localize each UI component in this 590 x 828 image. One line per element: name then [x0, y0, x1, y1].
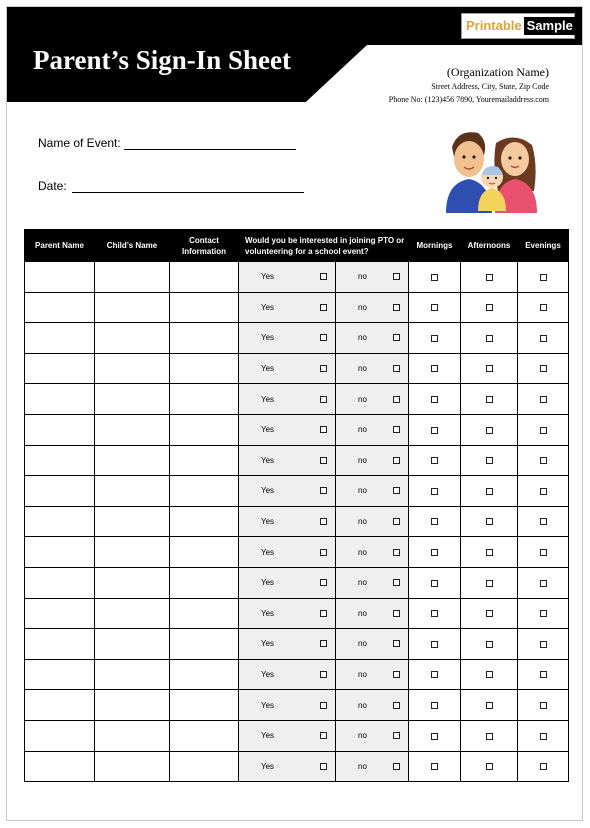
- yes-checkbox[interactable]: [320, 732, 327, 739]
- table-row: [25, 414, 569, 445]
- evenings-checkbox[interactable]: [540, 549, 547, 556]
- evenings-checkbox[interactable]: [540, 274, 547, 281]
- table-row: [25, 598, 569, 629]
- yes-label: Yes: [261, 455, 275, 465]
- evenings-cell: [518, 414, 569, 445]
- afternoons-cell: [461, 414, 518, 445]
- mornings-checkbox[interactable]: [431, 671, 438, 678]
- yes-checkbox[interactable]: [320, 671, 327, 678]
- no-label: no: [358, 670, 367, 680]
- mornings-checkbox[interactable]: [431, 335, 438, 342]
- header-pto-question: Would you be interested in joining PTO or volunteering for a school event?: [239, 230, 409, 262]
- mornings-checkbox[interactable]: [431, 365, 438, 372]
- yes-option-cell: [239, 353, 336, 384]
- table-row: [25, 567, 569, 598]
- table-row: [25, 506, 569, 537]
- afternoons-cell: [461, 292, 518, 323]
- evenings-cell: [518, 567, 569, 598]
- no-label: no: [358, 547, 367, 557]
- table-row: [25, 292, 569, 323]
- no-option-cell: [336, 262, 409, 293]
- evenings-checkbox[interactable]: [540, 365, 547, 372]
- contact-information-cell[interactable]: [170, 323, 239, 354]
- yes-label: Yes: [261, 639, 275, 649]
- afternoons-cell: [461, 262, 518, 293]
- no-checkbox[interactable]: [393, 396, 400, 403]
- no-option-cell: [336, 506, 409, 537]
- child-name-cell[interactable]: [95, 353, 170, 384]
- event-name-field[interactable]: [124, 149, 296, 150]
- evenings-cell: [518, 506, 569, 537]
- afternoons-cell: [461, 384, 518, 415]
- contact-information-cell[interactable]: [170, 629, 239, 660]
- mornings-cell: [409, 262, 461, 293]
- yes-checkbox[interactable]: [320, 365, 327, 372]
- no-label: no: [358, 761, 367, 771]
- parent-name-cell[interactable]: [25, 720, 95, 751]
- no-option-cell: [336, 567, 409, 598]
- yes-option-cell: [239, 567, 336, 598]
- no-option-cell: [336, 629, 409, 660]
- child-name-cell[interactable]: [95, 476, 170, 507]
- mornings-cell: [409, 292, 461, 323]
- afternoons-checkbox[interactable]: [486, 580, 493, 587]
- header-child-name: Child’s Name: [95, 230, 170, 262]
- no-checkbox[interactable]: [393, 334, 400, 341]
- no-option-cell: [336, 751, 409, 782]
- mornings-cell: [409, 690, 461, 721]
- evenings-checkbox[interactable]: [540, 610, 547, 617]
- child-name-cell[interactable]: [95, 751, 170, 782]
- yes-checkbox[interactable]: [320, 426, 327, 433]
- evenings-cell: [518, 690, 569, 721]
- contact-information-cell[interactable]: [170, 720, 239, 751]
- child-name-cell[interactable]: [95, 537, 170, 568]
- afternoons-cell: [461, 476, 518, 507]
- contact-information-cell[interactable]: [170, 751, 239, 782]
- evenings-checkbox[interactable]: [540, 427, 547, 434]
- yes-checkbox[interactable]: [320, 549, 327, 556]
- afternoons-cell: [461, 598, 518, 629]
- parent-name-cell[interactable]: [25, 323, 95, 354]
- no-checkbox[interactable]: [393, 273, 400, 280]
- parent-name-cell[interactable]: [25, 659, 95, 690]
- evenings-checkbox[interactable]: [540, 733, 547, 740]
- parent-name-cell[interactable]: [25, 353, 95, 384]
- yes-option-cell: [239, 445, 336, 476]
- contact-information-cell[interactable]: [170, 537, 239, 568]
- mornings-checkbox[interactable]: [431, 641, 438, 648]
- table-row: [25, 720, 569, 751]
- yes-label: Yes: [261, 517, 275, 527]
- table-row: [25, 751, 569, 782]
- yes-label: Yes: [261, 272, 275, 282]
- no-label: no: [358, 608, 367, 618]
- no-option-cell: [336, 445, 409, 476]
- no-checkbox[interactable]: [393, 702, 400, 709]
- afternoons-cell: [461, 353, 518, 384]
- yes-label: Yes: [261, 486, 275, 496]
- table-row: [25, 690, 569, 721]
- no-checkbox[interactable]: [393, 671, 400, 678]
- afternoons-checkbox[interactable]: [486, 335, 493, 342]
- evenings-checkbox[interactable]: [540, 396, 547, 403]
- yes-checkbox[interactable]: [320, 579, 327, 586]
- yes-label: Yes: [261, 547, 275, 557]
- evenings-checkbox[interactable]: [540, 518, 547, 525]
- yes-checkbox[interactable]: [320, 273, 327, 280]
- yes-label: Yes: [261, 761, 275, 771]
- afternoons-checkbox[interactable]: [486, 518, 493, 525]
- no-checkbox[interactable]: [393, 426, 400, 433]
- no-option-cell: [336, 292, 409, 323]
- mornings-checkbox[interactable]: [431, 733, 438, 740]
- no-option-cell: [336, 414, 409, 445]
- child-name-cell[interactable]: [95, 690, 170, 721]
- mornings-cell: [409, 445, 461, 476]
- afternoons-checkbox[interactable]: [486, 610, 493, 617]
- afternoons-checkbox[interactable]: [486, 365, 493, 372]
- mornings-cell: [409, 506, 461, 537]
- no-label: no: [358, 272, 367, 282]
- header-mornings: Mornings: [409, 230, 461, 262]
- mornings-checkbox[interactable]: [431, 488, 438, 495]
- brand-logo: [461, 13, 575, 39]
- contact-information-cell[interactable]: [170, 445, 239, 476]
- no-checkbox[interactable]: [393, 487, 400, 494]
- contact-information-cell[interactable]: [170, 414, 239, 445]
- header-contact-information: Contact Information: [170, 230, 239, 262]
- yes-label: Yes: [261, 333, 275, 343]
- yes-option-cell: [239, 720, 336, 751]
- child-name-cell[interactable]: [95, 323, 170, 354]
- no-option-cell: [336, 720, 409, 751]
- yes-checkbox[interactable]: [320, 487, 327, 494]
- mornings-cell: [409, 751, 461, 782]
- evenings-cell: [518, 323, 569, 354]
- parent-name-cell[interactable]: [25, 506, 95, 537]
- evenings-checkbox[interactable]: [540, 335, 547, 342]
- parent-name-cell[interactable]: [25, 598, 95, 629]
- no-label: no: [358, 639, 367, 649]
- mornings-checkbox[interactable]: [431, 457, 438, 464]
- child-name-cell[interactable]: [95, 262, 170, 293]
- no-label: no: [358, 364, 367, 374]
- contact-information-cell[interactable]: [170, 476, 239, 507]
- afternoons-checkbox[interactable]: [486, 396, 493, 403]
- parent-name-cell[interactable]: [25, 445, 95, 476]
- organization-name: (Organization Name): [446, 65, 549, 79]
- evenings-checkbox[interactable]: [540, 488, 547, 495]
- no-checkbox[interactable]: [393, 365, 400, 372]
- child-name-cell[interactable]: [95, 506, 170, 537]
- evenings-checkbox[interactable]: [540, 702, 547, 709]
- evenings-cell: [518, 629, 569, 660]
- yes-label: Yes: [261, 302, 275, 312]
- no-option-cell: [336, 537, 409, 568]
- organization-address: Street Address, City, State, Zip Code: [431, 82, 549, 91]
- yes-option-cell: [239, 262, 336, 293]
- mornings-checkbox[interactable]: [431, 763, 438, 770]
- table-row: [25, 537, 569, 568]
- no-label: no: [358, 455, 367, 465]
- no-checkbox[interactable]: [393, 457, 400, 464]
- contact-information-cell[interactable]: [170, 292, 239, 323]
- page-title: Parent’s Sign-In Sheet: [33, 45, 292, 75]
- yes-option-cell: [239, 292, 336, 323]
- afternoons-checkbox[interactable]: [486, 733, 493, 740]
- mornings-cell: [409, 720, 461, 751]
- yes-option-cell: [239, 629, 336, 660]
- afternoons-checkbox[interactable]: [486, 274, 493, 281]
- mornings-checkbox[interactable]: [431, 304, 438, 311]
- yes-option-cell: [239, 506, 336, 537]
- child-name-cell[interactable]: [95, 292, 170, 323]
- date-field[interactable]: [72, 192, 304, 193]
- mornings-checkbox[interactable]: [431, 427, 438, 434]
- parent-name-cell[interactable]: [25, 262, 95, 293]
- no-checkbox[interactable]: [393, 640, 400, 647]
- afternoons-cell: [461, 506, 518, 537]
- no-label: no: [358, 578, 367, 588]
- evenings-cell: [518, 537, 569, 568]
- child-name-cell[interactable]: [95, 445, 170, 476]
- evenings-cell: [518, 720, 569, 751]
- mornings-cell: [409, 476, 461, 507]
- yes-label: Yes: [261, 425, 275, 435]
- yes-option-cell: [239, 659, 336, 690]
- date-label: Date:: [38, 179, 67, 193]
- afternoons-checkbox[interactable]: [486, 457, 493, 464]
- yes-label: Yes: [261, 670, 275, 680]
- no-option-cell: [336, 384, 409, 415]
- no-label: no: [358, 394, 367, 404]
- evenings-cell: [518, 598, 569, 629]
- no-option-cell: [336, 690, 409, 721]
- header-evenings: Evenings: [518, 230, 569, 262]
- yes-option-cell: [239, 384, 336, 415]
- yes-checkbox[interactable]: [320, 304, 327, 311]
- mornings-cell: [409, 598, 461, 629]
- yes-checkbox[interactable]: [320, 457, 327, 464]
- afternoons-cell: [461, 323, 518, 354]
- yes-option-cell: [239, 690, 336, 721]
- header-parent-name: Parent Name: [25, 230, 95, 262]
- evenings-checkbox[interactable]: [540, 763, 547, 770]
- yes-option-cell: [239, 598, 336, 629]
- no-option-cell: [336, 476, 409, 507]
- afternoons-cell: [461, 567, 518, 598]
- logo-text-sample: Sample: [524, 17, 576, 35]
- table-row: [25, 445, 569, 476]
- table-row: [25, 384, 569, 415]
- yes-checkbox[interactable]: [320, 763, 327, 770]
- yes-option-cell: [239, 476, 336, 507]
- mornings-cell: [409, 414, 461, 445]
- no-checkbox[interactable]: [393, 518, 400, 525]
- table-row: [25, 353, 569, 384]
- yes-option-cell: [239, 751, 336, 782]
- afternoons-cell: [461, 720, 518, 751]
- no-option-cell: [336, 598, 409, 629]
- table-row: [25, 262, 569, 293]
- no-label: no: [358, 486, 367, 496]
- no-checkbox[interactable]: [393, 549, 400, 556]
- afternoons-cell: [461, 690, 518, 721]
- no-label: no: [358, 425, 367, 435]
- contact-information-cell[interactable]: [170, 690, 239, 721]
- yes-label: Yes: [261, 608, 275, 618]
- mornings-cell: [409, 353, 461, 384]
- event-name-label: Name of Event:: [38, 136, 121, 150]
- contact-information-cell[interactable]: [170, 384, 239, 415]
- evenings-checkbox[interactable]: [540, 580, 547, 587]
- parent-name-cell[interactable]: [25, 690, 95, 721]
- evenings-cell: [518, 751, 569, 782]
- no-label: no: [358, 333, 367, 343]
- afternoons-cell: [461, 537, 518, 568]
- afternoons-checkbox[interactable]: [486, 763, 493, 770]
- evenings-cell: [518, 384, 569, 415]
- mornings-cell: [409, 537, 461, 568]
- evenings-checkbox[interactable]: [540, 457, 547, 464]
- afternoons-cell: [461, 751, 518, 782]
- mornings-cell: [409, 323, 461, 354]
- afternoons-checkbox[interactable]: [486, 671, 493, 678]
- no-checkbox[interactable]: [393, 304, 400, 311]
- evenings-cell: [518, 292, 569, 323]
- no-checkbox[interactable]: [393, 763, 400, 770]
- afternoons-checkbox[interactable]: [486, 488, 493, 495]
- parent-name-cell[interactable]: [25, 414, 95, 445]
- no-checkbox[interactable]: [393, 610, 400, 617]
- mornings-checkbox[interactable]: [431, 274, 438, 281]
- yes-label: Yes: [261, 364, 275, 374]
- no-option-cell: [336, 323, 409, 354]
- parent-name-cell[interactable]: [25, 537, 95, 568]
- organization-contact: Phone No: (123)456 7890, Youremailaddress.com: [388, 95, 549, 104]
- mornings-cell: [409, 567, 461, 598]
- yes-checkbox[interactable]: [320, 396, 327, 403]
- mornings-checkbox[interactable]: [431, 396, 438, 403]
- yes-checkbox[interactable]: [320, 640, 327, 647]
- yes-label: Yes: [261, 731, 275, 741]
- mornings-checkbox[interactable]: [431, 580, 438, 587]
- child-name-cell[interactable]: [95, 659, 170, 690]
- child-name-cell[interactable]: [95, 384, 170, 415]
- evenings-checkbox[interactable]: [540, 641, 547, 648]
- mornings-checkbox[interactable]: [431, 702, 438, 709]
- afternoons-checkbox[interactable]: [486, 427, 493, 434]
- mornings-checkbox[interactable]: [431, 518, 438, 525]
- mornings-cell: [409, 384, 461, 415]
- parent-name-cell[interactable]: [25, 629, 95, 660]
- evenings-checkbox[interactable]: [540, 304, 547, 311]
- yes-option-cell: [239, 537, 336, 568]
- parent-name-cell[interactable]: [25, 292, 95, 323]
- no-checkbox[interactable]: [393, 732, 400, 739]
- no-option-cell: [336, 659, 409, 690]
- logo-text-printable: Printable: [466, 18, 522, 33]
- afternoons-cell: [461, 445, 518, 476]
- table-row: [25, 629, 569, 660]
- evenings-cell: [518, 353, 569, 384]
- sign-in-sheet: [6, 6, 583, 821]
- contact-information-cell[interactable]: [170, 659, 239, 690]
- header-afternoons: Afternoons: [461, 230, 518, 262]
- parent-name-cell[interactable]: [25, 476, 95, 507]
- parent-name-cell[interactable]: [25, 384, 95, 415]
- evenings-checkbox[interactable]: [540, 671, 547, 678]
- yes-option-cell: [239, 414, 336, 445]
- no-label: no: [358, 731, 367, 741]
- table-row: [25, 659, 569, 690]
- evenings-cell: [518, 476, 569, 507]
- yes-label: Yes: [261, 578, 275, 588]
- no-option-cell: [336, 353, 409, 384]
- child-name-cell[interactable]: [95, 414, 170, 445]
- parent-name-cell[interactable]: [25, 751, 95, 782]
- afternoons-cell: [461, 629, 518, 660]
- child-name-cell[interactable]: [95, 567, 170, 598]
- family-illustration-icon: [440, 125, 540, 213]
- yes-checkbox[interactable]: [320, 702, 327, 709]
- contact-information-cell[interactable]: [170, 598, 239, 629]
- yes-label: Yes: [261, 700, 275, 710]
- afternoons-checkbox[interactable]: [486, 304, 493, 311]
- yes-checkbox[interactable]: [320, 518, 327, 525]
- evenings-cell: [518, 659, 569, 690]
- child-name-cell[interactable]: [95, 598, 170, 629]
- afternoons-cell: [461, 659, 518, 690]
- sign-in-table: [24, 229, 569, 782]
- contact-information-cell[interactable]: [170, 262, 239, 293]
- no-label: no: [358, 302, 367, 312]
- afternoons-checkbox[interactable]: [486, 549, 493, 556]
- yes-checkbox[interactable]: [320, 334, 327, 341]
- mornings-cell: [409, 659, 461, 690]
- contact-information-cell[interactable]: [170, 353, 239, 384]
- afternoons-checkbox[interactable]: [486, 702, 493, 709]
- contact-information-cell[interactable]: [170, 506, 239, 537]
- no-checkbox[interactable]: [393, 579, 400, 586]
- yes-option-cell: [239, 323, 336, 354]
- mornings-checkbox[interactable]: [431, 610, 438, 617]
- table-row: [25, 323, 569, 354]
- afternoons-checkbox[interactable]: [486, 641, 493, 648]
- yes-checkbox[interactable]: [320, 610, 327, 617]
- child-name-cell[interactable]: [95, 720, 170, 751]
- no-label: no: [358, 517, 367, 527]
- mornings-checkbox[interactable]: [431, 549, 438, 556]
- table-row: [25, 476, 569, 507]
- table-header-row: [25, 230, 569, 262]
- evenings-cell: [518, 262, 569, 293]
- mornings-cell: [409, 629, 461, 660]
- contact-information-cell[interactable]: [170, 567, 239, 598]
- no-label: no: [358, 700, 367, 710]
- yes-label: Yes: [261, 394, 275, 404]
- evenings-cell: [518, 445, 569, 476]
- parent-name-cell[interactable]: [25, 567, 95, 598]
- child-name-cell[interactable]: [95, 629, 170, 660]
